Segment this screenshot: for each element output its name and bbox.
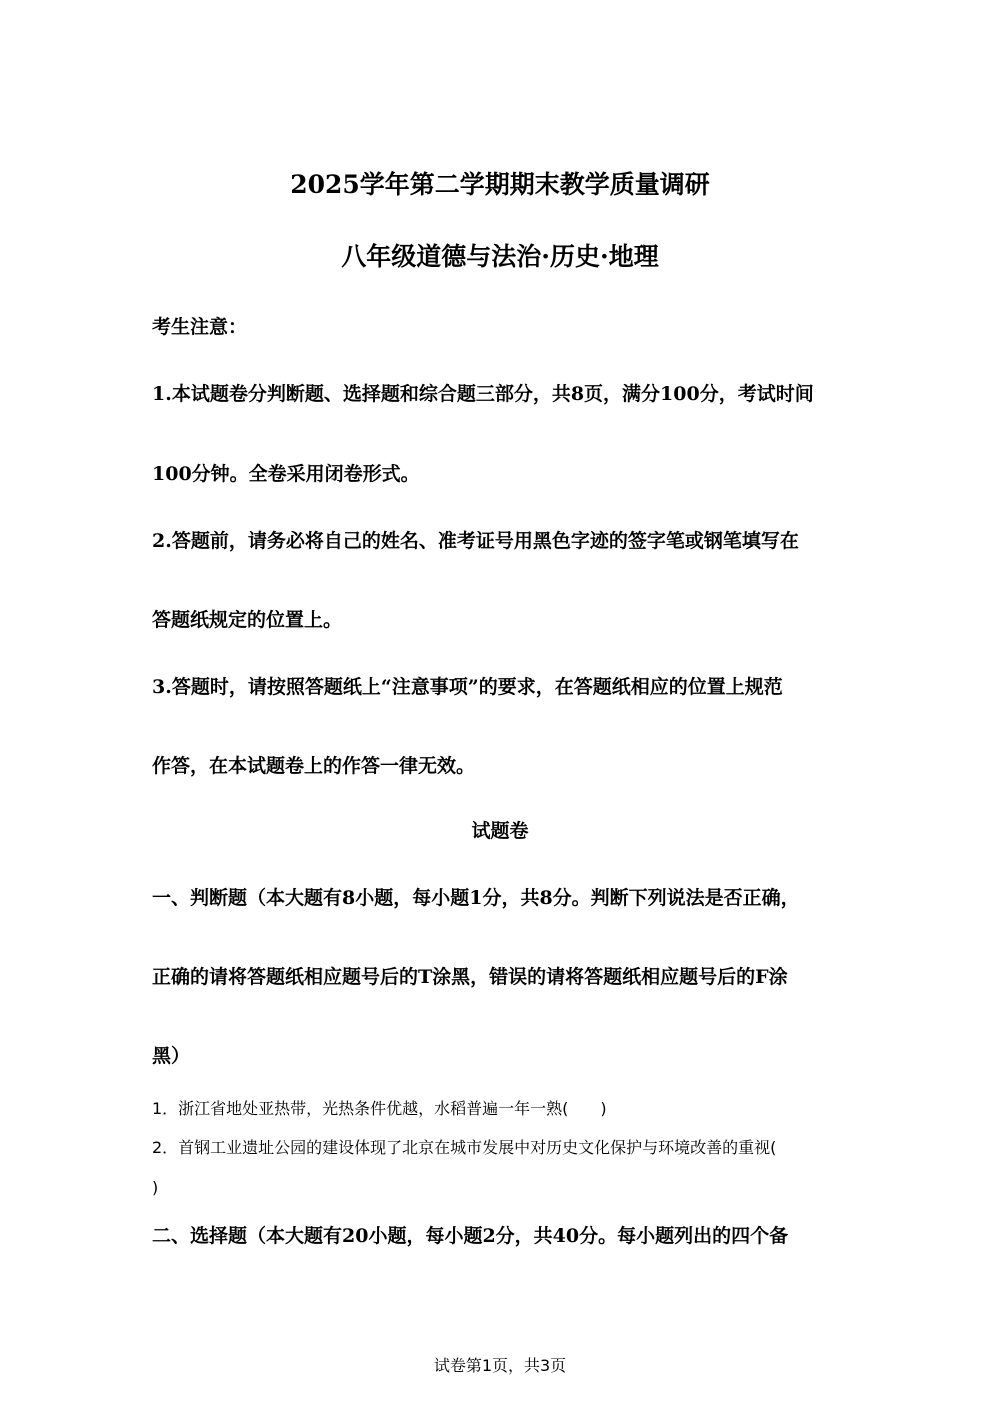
exam-title: 2025学年第二学期期末教学质量调研 [290, 170, 710, 199]
question-2-line-2: ) [152, 1178, 159, 1197]
part2-instructions-line-1: 二、选择题（本大题有20小题，每小题2分，共40分。每小题列出的四个备 [152, 1225, 789, 1247]
notice-item-3-line-1: 3.答题时，请按照答题纸上“注意事项”的要求，在答题纸相应的位置上规范 [152, 676, 783, 698]
notice-item-2-line-1: 2.答题前，请务必将自己的姓名、准考证号用黑色字迹的签字笔或钢笔填写在 [152, 530, 799, 552]
part1-instructions-line-2: 正确的请将答题纸相应题号后的T涂黑，错误的请将答题纸相应题号后的F涂 [152, 966, 788, 988]
notice-item-1-line-1: 1.本试题卷分判断题、选择题和综合题三部分，共8页，满分100分，考试时间 [152, 383, 814, 405]
question-2-line-1: 2．首钢工业遗址公园的建设体现了北京在城市发展中对历史文化保护与环境改善的重视( [152, 1138, 777, 1157]
notice-item-3-line-2: 作答，在本试题卷上的作答一律无效。 [152, 755, 476, 777]
notice-item-2-line-2: 答题纸规定的位置上。 [152, 609, 343, 631]
notice-heading: 考生注意： [152, 316, 248, 338]
exam-subtitle: 八年级道德与法治·历史·地理 [341, 242, 659, 271]
part1-instructions-line-1: 一、判断题（本大题有8小题，每小题1分，共8分。判断下列说法是否正确， [152, 887, 800, 909]
section-label: 试题卷 [471, 820, 529, 842]
part1-instructions-line-3: 黑） [152, 1045, 191, 1067]
notice-item-1-line-2: 100分钟。全卷采用闭卷形式。 [152, 463, 420, 485]
question-1: 1．浙江省地处亚热带，光热条件优越，水稻普遍一年一熟( ) [152, 1099, 607, 1118]
page-footer: 试卷第1页，共3页 [433, 1356, 567, 1375]
